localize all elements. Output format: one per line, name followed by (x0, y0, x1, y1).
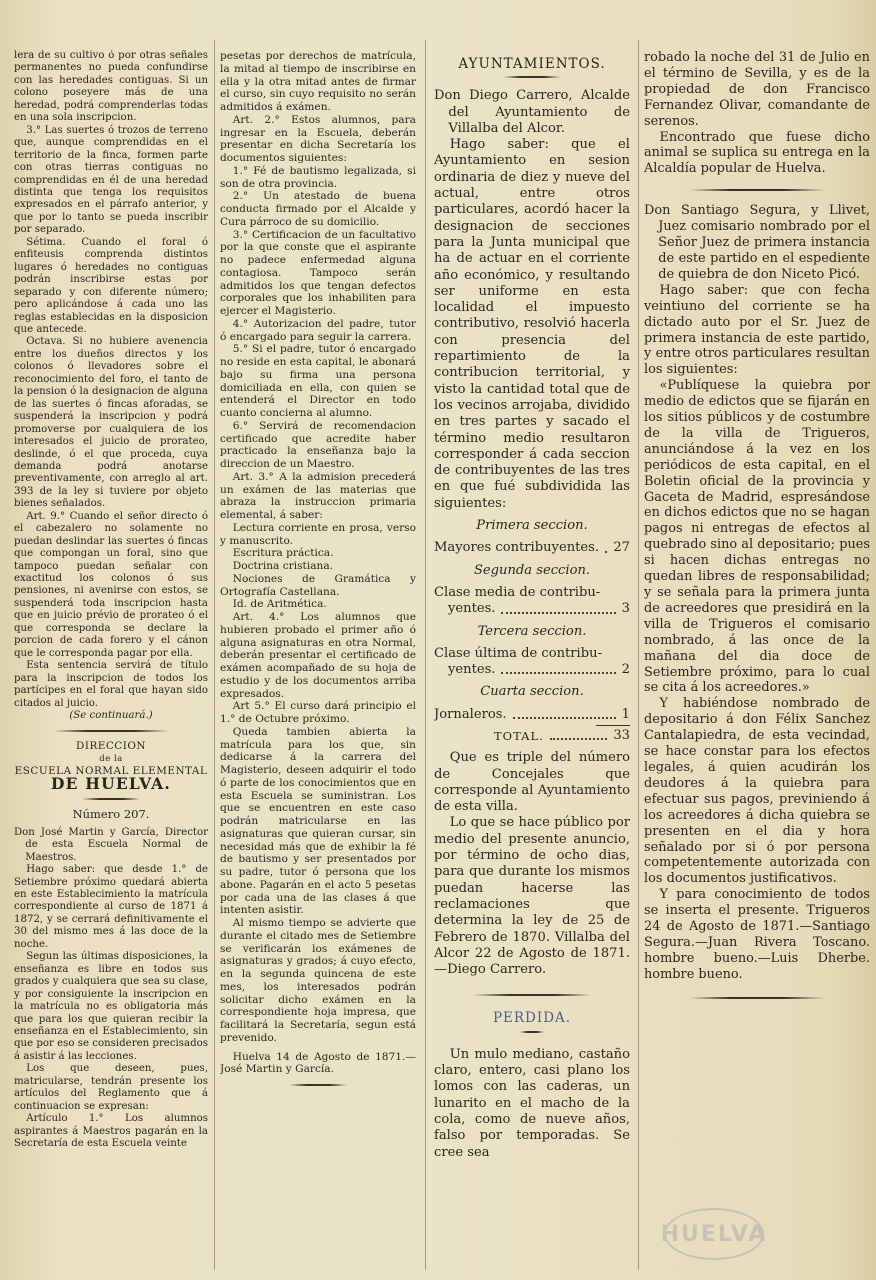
paragraph: Lo que se hace público por medio del presente anuncio, por término de ocho dias, para que durante los mismos puedan hacerse las reclamaciones que determina la ley de 25 de Febrero de 1870. Villalba del Alcor 22 de Agosto de 1871.—Diego Carrero. (434, 815, 630, 978)
row-value: 33 (613, 727, 630, 743)
ornamental-divider (289, 1084, 348, 1086)
ornamental-divider (473, 994, 591, 996)
paragraph: lera de su cultivo ó por otras señales permanentes no pueda confundirse con las heredades contiguas. Si un colono poseyere más de una heredad, podrá comprenderlas todas en una sola inscripcion. (14, 50, 208, 124)
row-value: 27 (613, 540, 630, 556)
row-label: Clase última de contribu- (434, 645, 602, 661)
list-item: Lectura corriente en prosa, verso y manuscrito. (220, 521, 416, 547)
column-3 (434, 50, 630, 1275)
column-rule (638, 40, 639, 1270)
library-watermark-stamp: HUELVA (664, 1208, 764, 1260)
paragraph: Que es triple del número de Concejales que corresponde al Ayuntamiento de esta villa. (434, 750, 630, 815)
table-row (434, 662, 630, 678)
row-value: 2 (621, 662, 630, 678)
column-rule (214, 40, 215, 1270)
table-row (434, 601, 630, 617)
section-heading: ESCUELA NORMAL ELEMENTAL (14, 765, 208, 778)
table-row-total (434, 728, 630, 744)
paragraph: Hago saber: que desde 1.° de Setiembre próximo quedará abierta en este Establecimiento la matrícula correspondiente al curso de 1871 á 1872, y se cerrará definitivamente el 30 del mismo mes á las doce de la noche. (14, 864, 208, 950)
column-1 (14, 50, 208, 1275)
paragraph: robado la noche del 31 de Julio en el término de Sevilla, y es de la propiedad de don Francisco Fernandez Olivar, comandante de serenos. (644, 50, 870, 129)
paragraph: Hago saber: que con fecha veintiuno del corriente se ha dictado auto por el Sr. Juez de primera instancia de este partido, y entre otros particulares resultan los siguientes: (644, 282, 870, 378)
row-label: Mayores contribuyentes. (434, 540, 600, 556)
paragraph: 3.° Certificacion de un facultativo por la que conste que el aspirante no padece enfermedad alguna contagiosa. Tampoco serán admitidos los que tengan defectos corporales que los inhabiliten para ejercer el Magisterio. (220, 228, 416, 317)
column-2 (220, 50, 416, 1275)
table-row (434, 707, 630, 723)
paragraph: Don Santiago Segura, y Llivet, Juez comisario nombrado por el Señor Juez de primera instancia de este partido en el espediente de quiebra de don Niceto Picó. (644, 203, 870, 282)
signature-line: Huelva 14 de Agosto de 1871.—José Martin y García. (220, 1050, 416, 1076)
ornamental-divider (503, 76, 562, 78)
section-heading: PERDIDA. (492, 1010, 572, 1027)
section-heading: DIRECCION (76, 740, 146, 753)
table-row (434, 540, 630, 556)
table-subheading: Primera seccion. (476, 518, 588, 534)
paragraph: 4.° Autorizacion del padre, tutor ó encargado para seguir la carrera. (220, 317, 416, 343)
paragraph: Y para conocimiento de todos se inserta el presente. Trigueros 24 de Agosto de 1871.—Santiago Segura.—Juan Rivera Toscano. hombre bueno.—Luis Dherbe. hombre bueno. (644, 887, 870, 982)
paragraph: Artículo 1.° Los alumnos aspirantes á Maestros pagarán en la Secretaría de esta Escuela veinte (14, 1113, 208, 1150)
paragraph: Sétima. Cuando el foral ó enfiteusis comprenda distintos lugares ó heredades no contiguas podrán inscribirse estas por separado y con diferente número; pero aplicándose á cada uno las reglas establecidas en la disposicion que antecede. (14, 236, 208, 335)
paragraph: Esta sentencia servirá de título para la inscripcion de todos los partícipes en el foral que hayan sido citados al juicio. (14, 660, 208, 709)
paragraph: Art 5.° El curso dará principio el 1.° de Octubre próximo. (220, 700, 416, 725)
row-label: Clase media de contribu- (434, 584, 601, 600)
paragraph: 6.° Servirá de recomendacion certificado que acredite haber practicado la enseñanza bajo la direccion de un Maestro. (220, 419, 416, 470)
sum-rule (596, 725, 630, 726)
notice-number: Número 207. (72, 807, 150, 822)
row-label: Jornaleros. (434, 706, 507, 722)
ornamental-divider (82, 798, 140, 800)
paragraph: Un mulo mediano, castaño claro, entero, casi plano los lomos con las caderas, un lunarito en el macho de la cola, como de nueve años, falso por temporadas. Se cree sea (434, 1046, 630, 1160)
paragraph: Hago saber: que el Ayuntamiento en sesion ordinaria de diez y nueve del actual, entre otros particulares, acordó hacer la designacion de secciones para la Junta municipal que ha de actuar en el corriente año económico, y resultando ser uniforme en esta localidad el impuesto contributivo, resolvió hacerla con presencia del repartimiento de la contribucion territorial, y visto la cantidad total que de los vecinos arrojaba, dividido en tres partes y sacado el término medio resultaron corresponder á cada seccion de contribuyentes de las tres en que fué subdividida las siguientes: (434, 137, 630, 511)
paragraph: Art. 3.° A la admision precederá un exámen de las materias que abraza la instruccion primaria elemental, á saber: (220, 470, 416, 521)
ornamental-divider (520, 1031, 544, 1033)
list-item: Escritura práctica. (232, 547, 334, 560)
paragraph: Los que deseen, pues, matricularse, tendrán presente los artículos del Reglamento que á continuacion se expresan: (14, 1063, 208, 1112)
section-heading: AYUNTAMIENTOS. (458, 56, 606, 72)
paragraph: Don Diego Carrero, Alcalde del Ayuntamiento de Villalba del Alcor. (434, 88, 630, 136)
paragraph: Y habiéndose nombrado de depositario á don Félix Sanchez Cantalapiedra, de esta vecindad, se hace constar para los efectos legales, á quien acudirán los deudores á la quiebra para efectuar sus pagos, previniendo á los acreedores á dicha quiebra se presenten en el dia y hora señalado por si ó por persona competentemente autorizada con los documentos justificativos. (644, 696, 870, 887)
table-subheading: Cuarta seccion. (480, 684, 584, 700)
paragraph: 2.° Un atestado de buena conducta firmado por el Alcalde y Cura párroco de su domicilio. (220, 190, 416, 228)
paragraph: Don José Martin y García, Director de esta Escuela Normal de Maestros. (14, 826, 208, 863)
column-4 (644, 50, 870, 1275)
section-heading: de la (99, 753, 123, 764)
table-subheading: Segunda seccion. (473, 562, 591, 578)
paragraph: Al mismo tiempo se advierte que durante el citado mes de Setiembre se verificarán los exámenes de asignaturas y grados; á cuyo efecto, en la segunda quincena de este mes, los interesados podrán solicitar dicho exámen en la correspondiente hoja impresa, que facilitará la Secretaría, segun está prevenido. (220, 917, 416, 1044)
row-value: 3 (621, 601, 630, 617)
paragraph: Encontrado que fuese dicho animal se suplica su entrega en la Alcaldía popular de Huelva. (644, 129, 870, 177)
paragraph: Queda tambien abierta la matrícula para los que, sin dedicarse á la carrera del Magisterio, deseen adquirir el todo ó parte de los conocimientos que en esta Escuela se suministran. Los que se encuentren en este caso podrán matricularse en las asignaturas que quieran cursar, sin necesidad más que de exhibir la fé de bautismo y ser presentados por su padre, tutor ó persona que los abone. Pagarán en el acto 5 pesetas por cada una de las clases á que intenten asistir. (220, 725, 416, 917)
row-value: 1 (621, 706, 630, 722)
row-label: TOTAL. (494, 728, 544, 743)
paragraph: 3.° Las suertes ó trozos de terreno que, aunque comprendidas en el territorio de la finca, formen parte con otras tierras contiguas no comprendidas en él de una heredad distinta que tenga los requisitos expresados en el párrafo anterior, y que por lo tanto se pueda inscribir por separado. (14, 124, 208, 236)
paragraph: Art. 9.° Cuando el señor directo ó el cabezalero no solamente no puedan deslindar las suertes ó fincas que compongan un foral, sino que tampoco puedan señalar con exactitud los colonos ó sus pensiones, ni avenirse con estos, se suspenderá toda inscripcion hasta que en juicio prévio de prorateo ó el que corresponda se declare la porcion de cada forero y el cánon que le corresponda pagar por ella. (14, 510, 208, 659)
ornamental-divider (53, 730, 169, 732)
row-label: yentes. (448, 662, 496, 678)
row-label: yentes. (448, 601, 496, 617)
paragraph: «Publíquese la quiebra por medio de edictos que se fijarán en los sitios públicos y de costumbre de la villa de Trigueros, anunciándose á la vez en los periódicos de esta capital, en el Boletin oficial de la provincia y Gaceta de Madrid, espresándose en dichos edictos que no se hagan pagos ni entregas de efectos al quebrado sino al depositario; pues si hacen dichas entregas no quedan libres de responsabilidad; y se señala para la primera junta de acreedores que presidirá en la villa de Trigueros el comisario nombrado, á las once de la mañana del dia doce de Setiembre próximo, para lo cual se cita á los acreedores.» (644, 378, 870, 696)
paragraph: Segun las últimas disposiciones, la enseñanza es libre en todos sus grados y cualquiera que sea su clase, y por consiguiente la inscripcion en la matrícula no es obligatoria más que para los que quieran recibir la enseñanza en el Establecimiento, sin que por eso se consideren precisados á asistir á las lecciones. (14, 951, 208, 1062)
paragraph: pesetas por derechos de matrícula, la mitad al tiempo de inscribirse en ella y la otra mitad antes de firmar el curso, sin cuyo requisito no serán admitidos á exámen. (220, 50, 416, 113)
column-rule (425, 40, 426, 1270)
ornamental-divider (689, 997, 825, 999)
ornamental-divider (689, 189, 825, 191)
list-item: Id. de Aritmética. (232, 598, 327, 611)
paragraph: 5.° Si el padre, tutor ó encargado no reside en esta capital, le abonará bajo su firma una persona domiciliada en ella, con quien se entenderá el Director en todo cuanto concierna al alumno. (220, 343, 416, 419)
paragraph: Octava. Si no hubiere avenencia entre los dueños directos y los colonos ó llevadores sobre el reconocimiento del foro, el tanto de la pension ó la designacion de alguna de las suertes ó fincas aforadas, se suspenderá la inscripcion y podrá promoverse por cualquiera de los interesados el juicio de prorateo, deslinde, ó el que proceda, cuya demanda podrá anotarse preventivamente, con arreglo al art. 393 de la ley si tuviere por objeto bienes señalados. (14, 336, 208, 510)
continued-note: (Se continuará.) (69, 710, 153, 722)
list-item: Nociones de Gramática y Ortografía Castellana. (220, 572, 416, 598)
paragraph: Art. 4.° Los alumnos que hubieren probado el primer año ó alguna asignaturas en otra Normal, deberán presentar el certificado de exámen acompañado de su hoja de estudio y de los documentos arriba expresados. (220, 611, 416, 700)
section-heading: DE HUELVA. (51, 773, 171, 793)
list-item: Doctrina cristiana. (232, 560, 334, 572)
paragraph: 1.° Fé de bautismo legalizada, si son de otra provincia. (220, 164, 416, 190)
paragraph: Art. 2.° Estos alumnos, para ingresar en la Escuela, deberán presentar en dicha Secretaría los documentos siguientes: (220, 113, 416, 164)
table-subheading: Tercera seccion. (477, 623, 587, 639)
